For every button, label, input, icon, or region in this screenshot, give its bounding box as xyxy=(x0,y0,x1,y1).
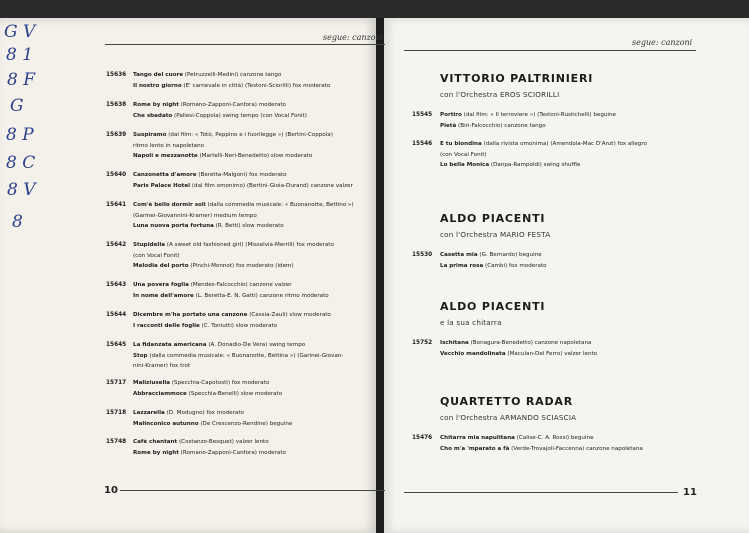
song-details: (Verde-Trovajoli-Faccenna) canzone napoletana xyxy=(511,445,643,452)
song-title: Cho m'a 'mparato a fà xyxy=(440,445,510,452)
header-left: segue: canzoni xyxy=(323,33,384,42)
song-details: (Pallesi-Coppola) swing tempo (con Vocal Fonit) xyxy=(174,112,307,119)
song-title: Rome by night xyxy=(133,102,179,108)
song-details: (con Vocal Fonit) xyxy=(133,252,180,259)
catalog-number: 15717 xyxy=(106,380,127,386)
song-title: Lo bella Monica xyxy=(440,162,490,168)
song-title: Il nostro giorno xyxy=(133,82,182,89)
entry-line xyxy=(133,448,286,459)
entry-line xyxy=(133,378,282,389)
right-page xyxy=(382,18,749,533)
entry-block xyxy=(133,70,330,91)
entry-block xyxy=(133,340,343,372)
entry-block xyxy=(440,433,643,454)
catalog-number: 15639 xyxy=(106,132,127,138)
entry-line xyxy=(440,150,647,161)
entry-line xyxy=(440,139,647,150)
entry-line xyxy=(133,280,329,291)
page-number-left: 10 xyxy=(104,485,118,496)
entry-line xyxy=(133,340,343,351)
margin-note: 8 P xyxy=(6,125,34,145)
catalog-number: 15643 xyxy=(106,282,127,288)
song-details: (A sweet old fashioned girl) (Misselvia-Merrill) fox moderato xyxy=(166,242,334,248)
entry-block xyxy=(133,437,286,458)
song-details: (Martelli-Neri-Benedetto) slow moderato xyxy=(199,153,313,159)
book-gutter xyxy=(376,18,384,533)
catalog-number: 15645 xyxy=(106,342,127,348)
song-details: (C. Toniutti) slow moderato xyxy=(201,322,278,329)
entry-block xyxy=(133,408,292,429)
catalog-number: 15546 xyxy=(412,141,433,147)
song-details: (Specchia-Capotosti) fox moderato xyxy=(171,380,270,386)
catalog-number: 15718 xyxy=(106,410,127,416)
artist-name: ALDO PIACENTI xyxy=(440,212,546,225)
song-title: Paris Palace Hotel xyxy=(133,182,191,189)
song-title: Maliziusella xyxy=(133,380,171,386)
song-details: (Garinei-Giovannini-Kramer) medium tempo xyxy=(133,212,257,219)
entry-line xyxy=(133,261,334,272)
header-rule-right xyxy=(404,50,696,51)
song-title: Una povera foglia xyxy=(133,282,189,288)
song-details: (R. Betti) slow moderato xyxy=(215,223,284,229)
catalog-number: 15642 xyxy=(106,242,127,248)
song-details: (dalla commedia musicale: « Buonanotte, Bettina ») (Garinei-Giovan- xyxy=(149,352,344,359)
footer-rule-left xyxy=(120,490,385,491)
catalog-number: 15641 xyxy=(106,202,127,208)
orchestra-credit: e la sua chitarra xyxy=(440,318,502,327)
catalog-number: 15636 xyxy=(106,72,127,78)
entry-line xyxy=(133,111,307,122)
song-details: (D. Modugno) fox moderato xyxy=(166,410,244,416)
header-right: segue: canzoni xyxy=(632,38,693,47)
song-title: Vecchio mandolinata xyxy=(440,350,506,357)
entry-line xyxy=(133,221,354,232)
entry-line xyxy=(133,361,343,372)
entry-line xyxy=(133,419,292,430)
entry-block xyxy=(440,110,616,131)
entry-line xyxy=(133,291,329,302)
song-title: Canzonetta d'amore xyxy=(133,172,197,178)
entry-line xyxy=(440,444,643,455)
margin-note: 8 C xyxy=(6,153,36,173)
entry-block xyxy=(133,100,307,121)
song-details: (A. Donadio-De Vera) swing tempo xyxy=(208,342,306,348)
song-title: Che sbadato xyxy=(133,112,173,119)
entry-line xyxy=(133,310,331,321)
margin-note: 8 1 xyxy=(6,45,34,65)
entry-line xyxy=(440,110,616,121)
song-title: Chitarra mia napulitana xyxy=(440,435,515,441)
song-details: (Costanzo-Besquet) valzer lento xyxy=(179,439,269,445)
margin-note: 8 V xyxy=(7,180,36,200)
entry-block xyxy=(440,139,647,171)
song-details: (Biri-Falcocchio) canzone tango xyxy=(458,122,546,129)
orchestra-credit: con l'Orchestra EROS SCIORILLI xyxy=(440,90,560,99)
song-title: Casetta mia xyxy=(440,252,478,258)
song-details: (dalla commedia musicale: « Buonanotte, Bettino ») xyxy=(207,202,354,208)
song-title: E tu biondina xyxy=(440,141,482,147)
song-title: La prima rosa xyxy=(440,262,484,269)
margin-note: 8 xyxy=(12,212,23,232)
entry-line xyxy=(133,240,334,251)
entry-line xyxy=(133,321,331,332)
entry-block xyxy=(133,170,353,191)
orchestra-credit: con l'Orchestra MARIO FESTA xyxy=(440,230,551,239)
catalog-number: 15476 xyxy=(412,435,433,441)
entry-line xyxy=(133,351,343,362)
header-rule-left xyxy=(105,44,385,45)
entry-block xyxy=(440,338,597,359)
song-details: (dal film omonimo) (Bertini-Gioia-Durand) canzone valzer xyxy=(191,182,353,189)
catalog-number: 15644 xyxy=(106,312,127,318)
catalog-number: 15640 xyxy=(106,172,127,178)
entry-line xyxy=(133,251,334,262)
song-title: Pietà xyxy=(440,122,457,129)
entry-block xyxy=(133,310,331,331)
artist-name: VITTORIO PALTRINIERI xyxy=(440,72,594,85)
entry-line xyxy=(133,211,354,222)
song-details: (Maculan-Del Ferro) valzer lento xyxy=(507,350,598,357)
song-details: (dal film: « Il terroviere ») (Testoni-Rustichelli) beguine xyxy=(463,112,616,118)
entry-block xyxy=(133,240,334,272)
footer-rule-right xyxy=(404,492,678,493)
song-title: Abbracciammoce xyxy=(133,390,187,397)
song-details: (con Vocal Fonit) xyxy=(440,151,487,158)
song-details: nini-Kramer) fox trot xyxy=(133,363,191,369)
entry-line xyxy=(440,160,647,171)
song-details: (Bonagura-Benedetto) canzone napoletana xyxy=(470,340,592,346)
entry-line xyxy=(133,70,330,81)
margin-note: 8 F xyxy=(7,70,36,90)
song-title: Rome by night xyxy=(133,449,179,456)
catalog-number: 15545 xyxy=(412,112,433,118)
entry-line xyxy=(133,151,333,162)
song-details: ritmo lento in napoletano xyxy=(133,142,205,149)
entry-line xyxy=(440,121,616,132)
song-details: (dal film: « Totò, Peppino e i fuorilegge ») (Bertini-Coppola) xyxy=(168,132,333,138)
margin-note: G xyxy=(10,96,24,116)
entry-line xyxy=(133,389,282,400)
song-details: (G. Bernardo) beguine xyxy=(479,252,542,258)
artist-name: ALDO PIACENTI xyxy=(440,300,546,313)
song-details: (Petruzzelli-Medini) canzone tango xyxy=(184,72,282,78)
song-title: Portiro xyxy=(440,112,462,118)
song-title: Stop xyxy=(133,352,148,359)
entry-block xyxy=(133,378,282,399)
entry-line xyxy=(440,433,643,444)
song-title: Com'è bello dormir soli xyxy=(133,202,206,208)
entry-line xyxy=(133,181,353,192)
page-number-right: 11 xyxy=(683,487,697,498)
orchestra-credit: con l'Orchestra ARMANDO SCIASCIA xyxy=(440,413,577,422)
song-title: La fidanzata americana xyxy=(133,342,207,348)
catalog-number: 15530 xyxy=(412,252,433,258)
song-title: I racconti delle foglie xyxy=(133,322,200,329)
artist-name: QUARTETTO RADAR xyxy=(440,395,573,408)
entry-line xyxy=(440,338,597,349)
song-details: (Romano-Zapponi-Canfora) moderato xyxy=(180,102,286,108)
song-title: Malinconico autunno xyxy=(133,420,199,427)
song-details: (E' carnevale in città) (Testoni-Sciorilli) fox moderato xyxy=(183,82,331,89)
song-title: Lazzarella xyxy=(133,410,165,416)
song-details: (dalla rivista omonima) (Amendola-Mac D'Anzi) fox allegro xyxy=(483,141,647,147)
entry-line xyxy=(440,250,547,261)
song-details: (Mendes-Falcocchio) canzone valzer xyxy=(190,282,292,288)
song-title: In nome dell'amore xyxy=(133,292,194,299)
entry-line xyxy=(133,100,307,111)
song-details: (De Crescenzo-Rendine) beguine xyxy=(200,420,293,427)
song-details: (Cassia-Zauli) slow moderato xyxy=(249,312,331,318)
song-title: Dicembre m'ha portato una canzone xyxy=(133,312,248,318)
entry-line xyxy=(133,200,354,211)
entry-block xyxy=(440,250,547,271)
margin-note: G V xyxy=(4,22,36,42)
entry-line xyxy=(133,141,333,152)
entry-line xyxy=(133,81,330,92)
catalog-number: 15748 xyxy=(106,439,127,445)
song-details: (Calise-C. A. Rossi) beguine xyxy=(516,435,594,441)
song-details: (Danpa-Rampoldi) swing shuffle xyxy=(490,162,581,168)
entry-line xyxy=(133,170,353,181)
catalog-number: 15752 xyxy=(412,340,433,346)
song-title: Suspiramo xyxy=(133,132,167,138)
entry-block xyxy=(133,130,333,162)
song-title: Tango del cuore xyxy=(133,72,184,78)
song-details: (Cambi) fox moderato xyxy=(485,262,547,269)
song-title: Ischitana xyxy=(440,340,469,346)
song-details: (L. Beretta-E. N. Gatti) canzone ritmo moderato xyxy=(195,292,329,299)
song-details: (Pinchi-Monnot) fox moderato (idem) xyxy=(190,263,294,269)
song-title: Stupidella xyxy=(133,242,166,248)
song-title: Napoli e mezzanotte xyxy=(133,153,198,159)
entry-line xyxy=(440,261,547,272)
entry-line xyxy=(133,408,292,419)
entry-line xyxy=(133,130,333,141)
song-title: Melodia del porto xyxy=(133,263,189,269)
song-title: Luna nuova porta fortuna xyxy=(133,223,214,229)
song-details: (Specchia-Benelli) slow moderato xyxy=(188,390,283,397)
catalog-number: 15638 xyxy=(106,102,127,108)
entry-block xyxy=(133,280,329,301)
entry-line xyxy=(133,437,286,448)
entry-line xyxy=(440,349,597,360)
song-title: Cafè chantant xyxy=(133,439,178,445)
song-details: (Romano-Zapponi-Canfora) moderato xyxy=(180,449,286,456)
entry-block xyxy=(133,200,354,232)
song-details: (Beretta-Malgoni) fox moderato xyxy=(198,172,287,178)
